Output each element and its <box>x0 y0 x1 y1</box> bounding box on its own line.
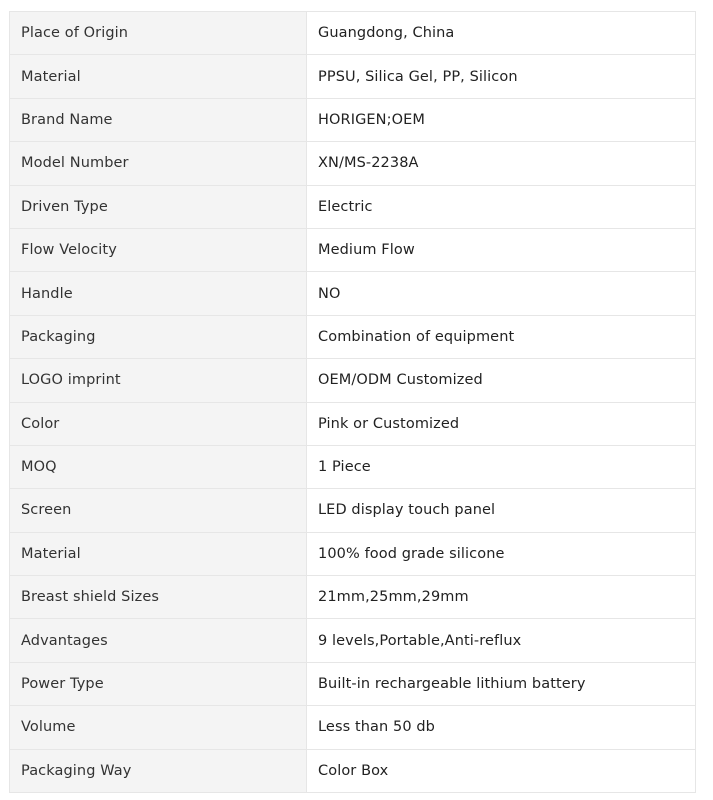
spec-value: 100% food grade silicone <box>307 532 696 575</box>
product-spec-table <box>9 11 696 793</box>
spec-value: PPSU, Silica Gel, PP, Silicon <box>307 55 696 98</box>
spec-label: Advantages <box>10 619 307 662</box>
spec-table-body <box>10 12 696 793</box>
spec-row <box>10 576 696 619</box>
spec-value: Medium Flow <box>307 228 696 271</box>
spec-row <box>10 402 696 445</box>
spec-row <box>10 55 696 98</box>
spec-label: LOGO imprint <box>10 359 307 402</box>
spec-row <box>10 619 696 662</box>
spec-label: Material <box>10 55 307 98</box>
spec-label: Brand Name <box>10 98 307 141</box>
spec-row <box>10 98 696 141</box>
spec-row <box>10 142 696 185</box>
spec-label: Volume <box>10 706 307 749</box>
spec-row <box>10 749 696 792</box>
spec-value: Color Box <box>307 749 696 792</box>
spec-label: Breast shield Sizes <box>10 576 307 619</box>
spec-row <box>10 662 696 705</box>
spec-row <box>10 706 696 749</box>
spec-value: 9 levels,Portable,Anti-reflux <box>307 619 696 662</box>
spec-label: Screen <box>10 489 307 532</box>
spec-row <box>10 272 696 315</box>
spec-row <box>10 315 696 358</box>
spec-label: Color <box>10 402 307 445</box>
spec-value: Guangdong, China <box>307 12 696 55</box>
spec-row <box>10 445 696 488</box>
spec-label: Flow Velocity <box>10 228 307 271</box>
spec-label: Power Type <box>10 662 307 705</box>
spec-value: 1 Piece <box>307 445 696 488</box>
spec-label: Packaging Way <box>10 749 307 792</box>
spec-row <box>10 12 696 55</box>
spec-value: NO <box>307 272 696 315</box>
spec-row <box>10 489 696 532</box>
spec-row <box>10 359 696 402</box>
spec-row <box>10 532 696 575</box>
spec-value: Pink or Customized <box>307 402 696 445</box>
spec-row <box>10 185 696 228</box>
spec-value: Combination of equipment <box>307 315 696 358</box>
spec-value: OEM/ODM Customized <box>307 359 696 402</box>
spec-label: MOQ <box>10 445 307 488</box>
spec-value: Electric <box>307 185 696 228</box>
spec-value: Built-in rechargeable lithium battery <box>307 662 696 705</box>
spec-label: Driven Type <box>10 185 307 228</box>
spec-label: Handle <box>10 272 307 315</box>
spec-value: XN/MS-2238A <box>307 142 696 185</box>
spec-value: 21mm,25mm,29mm <box>307 576 696 619</box>
spec-label: Model Number <box>10 142 307 185</box>
spec-label: Place of Origin <box>10 12 307 55</box>
spec-value: LED display touch panel <box>307 489 696 532</box>
spec-label: Material <box>10 532 307 575</box>
spec-value: HORIGEN;OEM <box>307 98 696 141</box>
spec-label: Packaging <box>10 315 307 358</box>
spec-row <box>10 228 696 271</box>
spec-value: Less than 50 db <box>307 706 696 749</box>
